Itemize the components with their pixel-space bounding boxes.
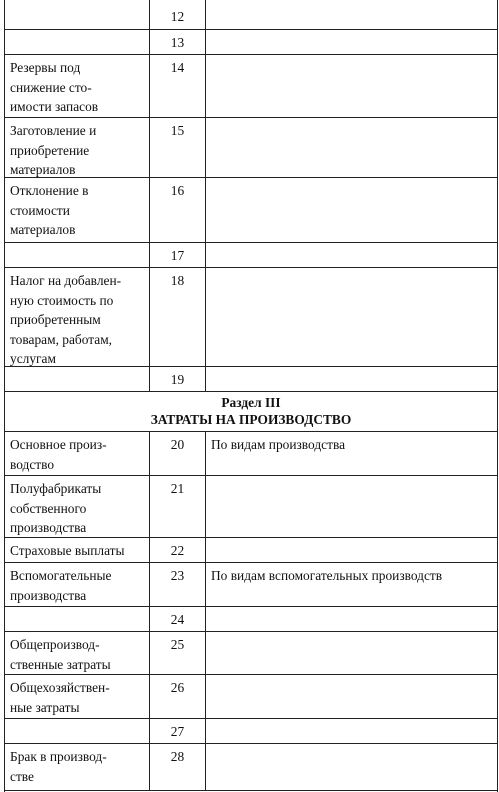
account-number: 17 bbox=[170, 248, 185, 263]
table-row bbox=[4, 744, 498, 791]
account-number: 16 bbox=[170, 183, 185, 198]
account-number: 28 bbox=[170, 749, 185, 764]
table-row bbox=[4, 30, 498, 55]
table-row bbox=[4, 367, 498, 392]
account-number: 23 bbox=[170, 568, 185, 583]
account-number: 19 bbox=[170, 372, 185, 387]
account-name: Общехозяйствен- ные затраты bbox=[10, 680, 110, 715]
table-row bbox=[4, 675, 498, 719]
account-number: 20 bbox=[170, 437, 185, 452]
section-name: ЗАТРАТЫ НА ПРОИЗВОДСТВО bbox=[150, 412, 352, 427]
table-row bbox=[4, 55, 498, 118]
account-number: 26 bbox=[170, 680, 185, 695]
table-row bbox=[4, 632, 498, 675]
section-number: Раздел III bbox=[221, 395, 281, 410]
accounts-table bbox=[4, 0, 498, 792]
account-name: Страховые выплаты bbox=[10, 543, 125, 558]
table-row bbox=[4, 243, 498, 268]
account-name: Полуфабрикаты собственного производства bbox=[10, 481, 102, 535]
account-number: 24 bbox=[170, 612, 185, 627]
account-note: По видам производства bbox=[211, 437, 346, 452]
account-number: 27 bbox=[170, 724, 185, 739]
account-number: 21 bbox=[170, 481, 185, 496]
account-name: Заготовление и приобретение материалов bbox=[10, 123, 97, 177]
section-header bbox=[4, 392, 498, 432]
account-number: 15 bbox=[170, 123, 185, 138]
account-name: Отклонение в стоимости материалов bbox=[10, 183, 89, 237]
account-number: 18 bbox=[170, 273, 185, 288]
account-name: Налог на добавлен- ную стоимость по приобретенным товарам, работам, услугам bbox=[10, 273, 122, 366]
table-row bbox=[4, 178, 498, 243]
account-name: Вспомогательные производства bbox=[10, 568, 112, 603]
account-name: Основное произ- водство bbox=[10, 437, 107, 472]
table-row bbox=[4, 268, 498, 367]
table-row bbox=[4, 719, 498, 744]
table-row bbox=[4, 118, 498, 178]
account-name: Общепроизвод- ственные затраты bbox=[10, 637, 111, 672]
account-number: 22 bbox=[170, 543, 185, 558]
account-number: 13 bbox=[170, 35, 185, 50]
table-row bbox=[4, 607, 498, 632]
table-row bbox=[4, 432, 498, 476]
section-title bbox=[4, 392, 498, 428]
account-name: Резервы под снижение сто- имости запасов bbox=[10, 60, 99, 114]
table-row bbox=[4, 476, 498, 538]
table-row bbox=[4, 563, 498, 607]
account-note: По видам вспомогательных производств bbox=[211, 568, 443, 583]
account-number: 25 bbox=[170, 637, 185, 652]
account-name: Брак в производ- стве bbox=[10, 749, 107, 784]
account-number: 14 bbox=[170, 60, 185, 75]
table-row bbox=[4, 538, 498, 563]
table-row bbox=[4, 0, 498, 30]
account-number: 12 bbox=[170, 9, 185, 24]
